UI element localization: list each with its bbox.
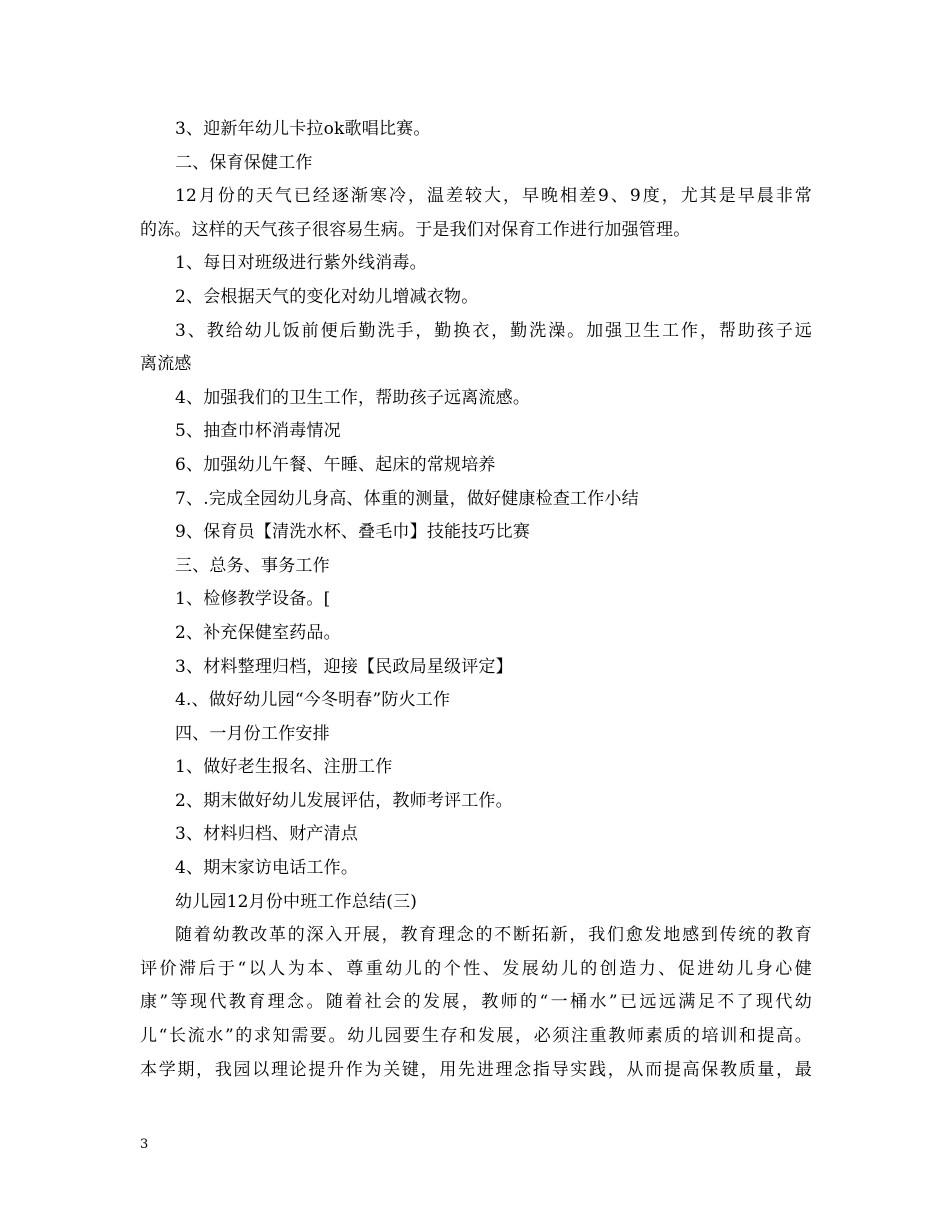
text-line: 2、会根据天气的变化对幼儿增减衣物。	[175, 286, 479, 307]
text-line: 儿“长流水”的求知需要。幼儿园要生存和发展，必须注重教师素质的培训和提高。	[140, 1026, 812, 1047]
text-line: 康”等现代教育理念。随着社会的发展，教师的“一桶水”已远远满足不了现代幼	[140, 992, 812, 1013]
text-line: 3、材料整理归档，迎接【民政局星级评定】	[175, 656, 513, 677]
text-line: 1、做好老生报名、注册工作	[175, 757, 393, 778]
text-line: 3、材料归档、财产清点	[175, 824, 359, 845]
text-line: 四、一月份工作安排	[175, 723, 330, 744]
text-line: 9、保育员【清洗水杯、叠毛巾】技能技巧比赛	[175, 522, 531, 543]
text-line: 5、抽查巾杯消毒情况	[175, 421, 341, 442]
text-line: 的冻。这样的天气孩子很容易生病。于是我们对保育工作进行加强管理。	[140, 219, 691, 240]
text-line: 离流感	[140, 354, 192, 375]
text-line: 1、检修教学设备。[	[175, 589, 331, 610]
text-line: 三、总务、事务工作	[175, 555, 330, 576]
text-line: 12月份的天气已经逐渐寒冷，温差较大，早晚相差9、9度，尤其是早晨非常	[175, 186, 812, 207]
text-line: 6、加强幼儿午餐、午睡、起床的常规培养	[175, 454, 496, 475]
text-line: 随着幼教改革的深入开展，教育理念的不断拓新，我们愈发地感到传统的教育	[175, 925, 812, 946]
text-line: 1、每日对班级进行紫外线消毒。	[175, 253, 427, 274]
text-line: 幼儿园12月份中班工作总结(三)	[175, 891, 418, 912]
text-line: 二、保育保健工作	[175, 152, 313, 173]
text-line: 本学期，我园以理论提升作为关键，用先进理念指导实践，从而提高保教质量，最	[140, 1059, 812, 1080]
page-number: 3	[140, 1137, 149, 1152]
document-body	[140, 113, 812, 1087]
text-line: 4.、做好幼儿园“今冬明春”防火工作	[175, 690, 451, 711]
text-line: 4、期末家访电话工作。	[175, 858, 359, 879]
text-line: 4、加强我们的卫生工作，帮助孩子远离流感。	[175, 387, 531, 408]
text-line: 3、教给幼儿饭前便后勤洗手，勤换衣，勤洗澡。加强卫生工作，帮助孩子远	[175, 320, 812, 341]
text-line: 评价滞后于“以人为本、尊重幼儿的个性、发展幼儿的创造力、促进幼儿身心健	[140, 958, 812, 979]
text-line: 2、补充保健室药品。	[175, 622, 341, 643]
text-line: 7、.完成全园幼儿身高、体重的测量，做好健康检查工作小结	[175, 488, 639, 509]
text-line: 3、迎新年幼儿卡拉ok歌唱比赛。	[175, 119, 431, 139]
text-line: 2、期末做好幼儿发展评估，教师考评工作。	[175, 790, 513, 811]
